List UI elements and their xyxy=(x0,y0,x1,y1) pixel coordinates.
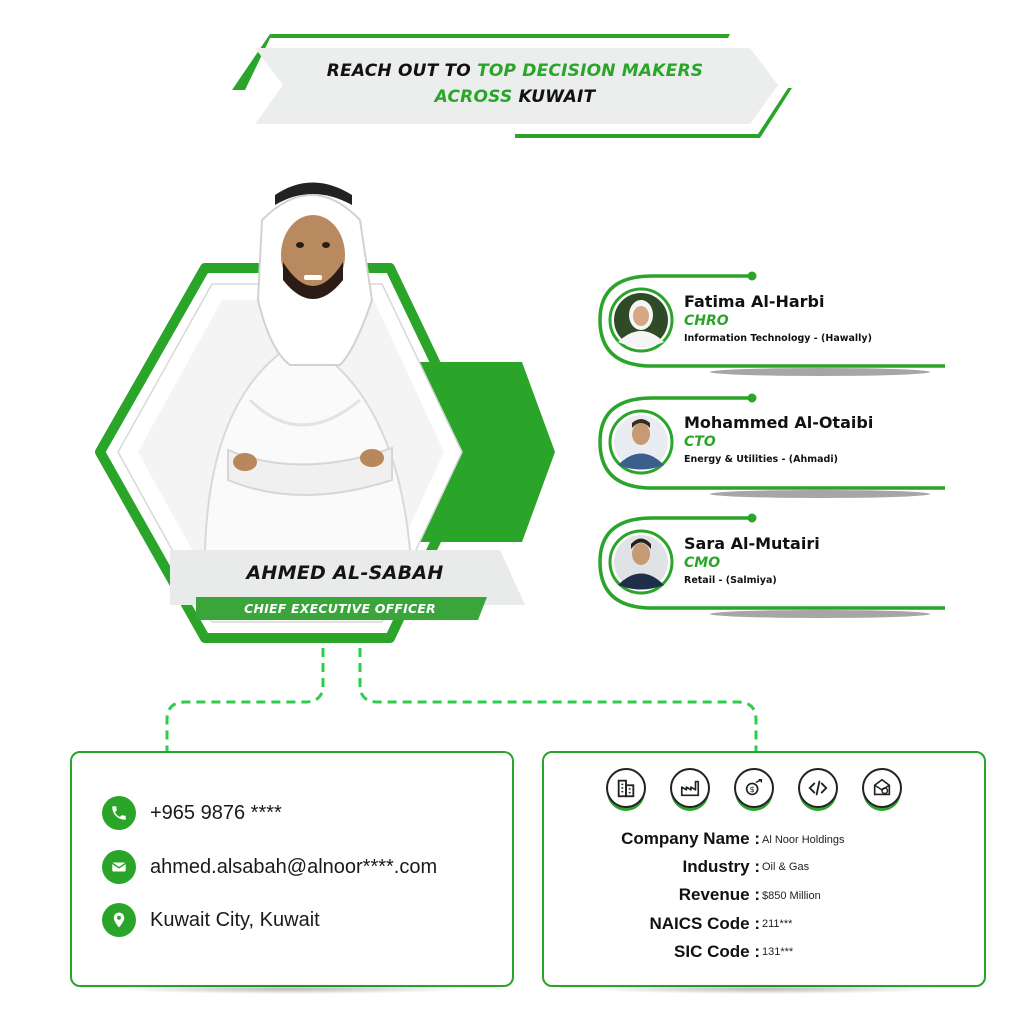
naics-code-value: 211*** xyxy=(762,918,793,930)
company-name-label: Company Name : xyxy=(621,829,760,848)
hero-role: CHIEF EXECUTIVE OFFICER xyxy=(244,601,436,616)
company-name-value: Al Noor Holdings xyxy=(762,834,845,846)
banner xyxy=(0,0,1024,150)
company-info-box-shadow xyxy=(582,984,942,994)
sic-code-label: SIC Code : xyxy=(674,942,760,961)
location-text: Kuwait City, Kuwait xyxy=(150,908,320,931)
naics-code-label: NAICS Code : xyxy=(649,914,760,933)
contact-role: CTO xyxy=(684,434,716,450)
contact-role: CHRO xyxy=(684,313,729,329)
sic-code-value: 131*** xyxy=(762,946,794,958)
hero-profile xyxy=(0,150,600,670)
revenue-label: Revenue : xyxy=(678,885,760,904)
email-icon xyxy=(102,850,136,884)
contact-card-3[interactable] xyxy=(684,534,934,588)
code-icon xyxy=(798,768,838,808)
industry-label: Industry : xyxy=(682,857,760,876)
revenue-value: $850 Million xyxy=(762,890,821,902)
contact-card-2[interactable] xyxy=(684,413,934,467)
building-icon xyxy=(606,768,646,808)
hero-hexagon xyxy=(0,150,600,670)
phone-row[interactable] xyxy=(102,796,282,830)
email-address: ahmed.alsabah@alnoor****.com xyxy=(150,855,438,878)
phone-icon xyxy=(102,796,136,830)
dashed-connectors xyxy=(0,640,1024,760)
contact-name: Sara Al-Mutairi xyxy=(684,534,820,553)
phone-number: +965 9876 **** xyxy=(150,801,282,824)
contact-dept: Information Technology - (Hawally) xyxy=(684,333,872,344)
revenue-icon xyxy=(734,768,774,808)
avatar-fatima xyxy=(610,289,672,351)
contact-name: Mohammed Al-Otaibi xyxy=(684,413,874,432)
contact-dept: Energy & Utilities - (Ahmadi) xyxy=(684,454,838,465)
svg-text:$: $ xyxy=(749,784,755,795)
sic-icon xyxy=(862,768,902,808)
email-row[interactable] xyxy=(102,850,437,884)
avatar-sara xyxy=(610,531,672,593)
contact-info-box-shadow xyxy=(110,984,470,994)
location-row[interactable] xyxy=(102,903,320,937)
avatar-mohammed xyxy=(610,411,672,473)
industry-value: Oil & Gas xyxy=(762,861,810,873)
contact-card-1[interactable] xyxy=(684,292,934,346)
location-pin-icon xyxy=(102,903,136,937)
banner-title: REACH OUT TO TOP DECISION MAKERS ACROSS KUWAIT xyxy=(326,61,704,107)
contact-role: CMO xyxy=(684,555,721,571)
contact-dept: Retail - (Salmiya) xyxy=(684,575,777,586)
hero-name: AHMED AL-SABAH xyxy=(246,562,444,584)
contact-name: Fatima Al-Harbi xyxy=(684,292,825,311)
industry-icon xyxy=(670,768,710,808)
